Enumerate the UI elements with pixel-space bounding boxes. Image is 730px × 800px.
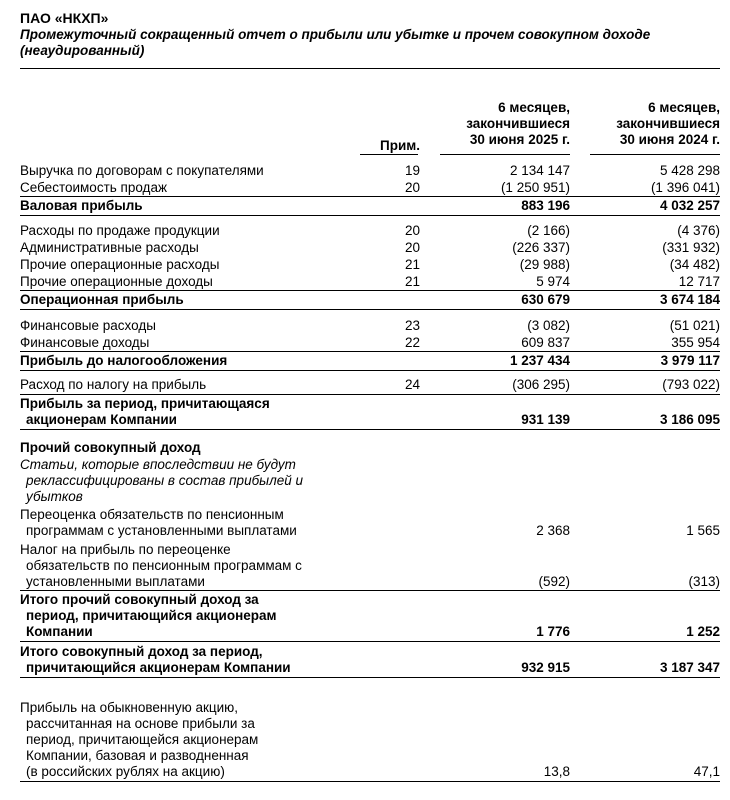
value-2025: 2 134 147 (509, 163, 570, 178)
value-2024: 1 252 (686, 624, 720, 639)
table-row (20, 644, 720, 678)
value-2024: (793 022) (662, 377, 720, 392)
column-header-rule (590, 154, 720, 155)
value-2024: 3 674 184 (659, 292, 720, 307)
table-row (20, 353, 720, 371)
value-2025: (29 988) (519, 257, 570, 272)
column-header-line: 30 июня 2025 г. (469, 132, 570, 147)
table-row (20, 440, 720, 457)
row-label: Прочие операционные расходы (20, 257, 220, 272)
section-heading: Прочий совокупный доход (20, 440, 201, 455)
table-row (20, 257, 720, 274)
table-row (20, 240, 720, 257)
row-note: 22 (404, 335, 420, 350)
value-2024: 47,1 (693, 764, 720, 779)
table-row (20, 507, 720, 540)
value-2025: 1 237 434 (509, 353, 570, 368)
value-2024: 3 979 117 (660, 353, 720, 368)
value-2025: 630 679 (521, 292, 570, 307)
table-row (20, 335, 720, 352)
value-2024: (34 482) (669, 257, 720, 272)
row-label: Прибыль до налогообложения (20, 353, 228, 368)
value-2025: 2 368 (536, 523, 570, 538)
value-2025: 609 837 (521, 335, 570, 350)
column-header-note: Прим. (380, 138, 420, 153)
row-label: Налог на прибыль по переоценке обязательств по пенсионным программам с установленными выплатами (20, 542, 302, 589)
report-subtitle: (неаудированный) (20, 43, 145, 58)
value-2024: (1 396 041) (650, 180, 720, 195)
column-header-line: 30 июня 2024 г. (619, 132, 720, 147)
row-label: Выручка по договорам с покупателями (20, 163, 264, 178)
table-row (20, 592, 720, 642)
row-label: Финансовые расходы (20, 318, 156, 333)
value-2024: 355 954 (671, 335, 720, 350)
row-note: 20 (404, 240, 420, 255)
table-row (20, 180, 720, 197)
table-row (20, 318, 720, 335)
table-row (20, 377, 720, 395)
value-2024: 3 187 347 (659, 660, 720, 675)
row-note: 21 (404, 257, 420, 272)
value-2025: 13,8 (543, 764, 570, 779)
row-label: Операционная прибыль (20, 292, 184, 307)
row-note: 19 (404, 163, 420, 178)
row-label: Валовая прибыль (20, 198, 143, 213)
row-label: Итого совокупный доход за период, причитающийся акционерам Компании (20, 644, 291, 675)
column-header-line: закончившиеся (616, 116, 720, 131)
column-header-2024 (570, 100, 720, 148)
value-2024: (313) (688, 574, 720, 589)
value-2024: 12 717 (678, 274, 720, 289)
table-row (20, 700, 720, 782)
value-2025: 932 915 (521, 660, 570, 675)
value-2025: (2 166) (527, 223, 570, 238)
value-2025: 883 196 (521, 198, 570, 213)
value-2025: (1 250 951) (500, 180, 570, 195)
value-2025: 1 776 (536, 624, 570, 639)
value-2024: (331 932) (662, 240, 720, 255)
company-name: ПАО «НКХП» (20, 10, 109, 26)
header-divider (20, 68, 720, 69)
column-header-2025 (420, 100, 570, 148)
row-note: 24 (404, 377, 420, 392)
column-header-line: 6 месяцев, (498, 100, 570, 115)
column-header-line: 6 месяцев, (648, 100, 720, 115)
value-2024: 4 032 257 (659, 198, 720, 213)
value-2025: (226 337) (512, 240, 570, 255)
row-label: Итого прочий совокупный доход за период, причитающийся акционерам Компании (20, 592, 277, 639)
value-2024: 5 428 298 (659, 163, 720, 178)
income-statement-table (20, 163, 720, 782)
row-note: 20 (404, 223, 420, 238)
table-row (20, 542, 720, 591)
value-2025: (592) (538, 574, 570, 589)
row-label: Прибыль на обыкновенную акцию, рассчитанная на основе прибыли за период, причитающейся акционерам Компании, базовая и разводненная (в российских рублях на акцию) (20, 700, 259, 779)
row-note: 21 (404, 274, 420, 289)
value-2025: 931 139 (521, 412, 570, 427)
table-row (20, 457, 720, 506)
report-header (20, 10, 720, 59)
row-label: Себестоимость продаж (20, 180, 167, 195)
row-label: Статьи, которые впоследствии не будут реклассифицированы в состав прибылей и убытков (20, 457, 303, 504)
row-label: Прочие операционные доходы (20, 274, 213, 289)
column-header-line: закончившиеся (466, 116, 570, 131)
table-row (20, 198, 720, 216)
value-2024: (51 021) (669, 318, 720, 333)
value-2024: 1 565 (686, 523, 720, 538)
value-2025: 5 974 (536, 274, 570, 289)
row-note: 20 (404, 180, 420, 195)
value-2024: 3 186 095 (659, 412, 720, 427)
table-row (20, 274, 720, 291)
value-2025: (3 082) (527, 318, 570, 333)
row-label: Административные расходы (20, 240, 199, 255)
report-title: Промежуточный сокращенный отчет о прибыли или убытке и прочем совокупном доходе (20, 27, 651, 42)
table-row (20, 223, 720, 240)
value-2024: (4 376) (677, 223, 720, 238)
row-note: 23 (404, 318, 420, 333)
table-row (20, 292, 720, 310)
table-row (20, 163, 720, 180)
table-row (20, 396, 720, 430)
row-label: Расходы по продаже продукции (20, 223, 220, 238)
row-label: Переоценка обязательств по пенсионным программам с установленными выплатами (20, 507, 297, 538)
row-label: Прибыль за период, причитающаяся акционерам Компании (20, 396, 270, 427)
column-header-rule (360, 154, 418, 155)
row-label: Финансовые доходы (20, 335, 150, 350)
column-header-rule (440, 154, 570, 155)
row-label: Расход по налогу на прибыль (20, 377, 207, 392)
value-2025: (306 295) (512, 377, 570, 392)
